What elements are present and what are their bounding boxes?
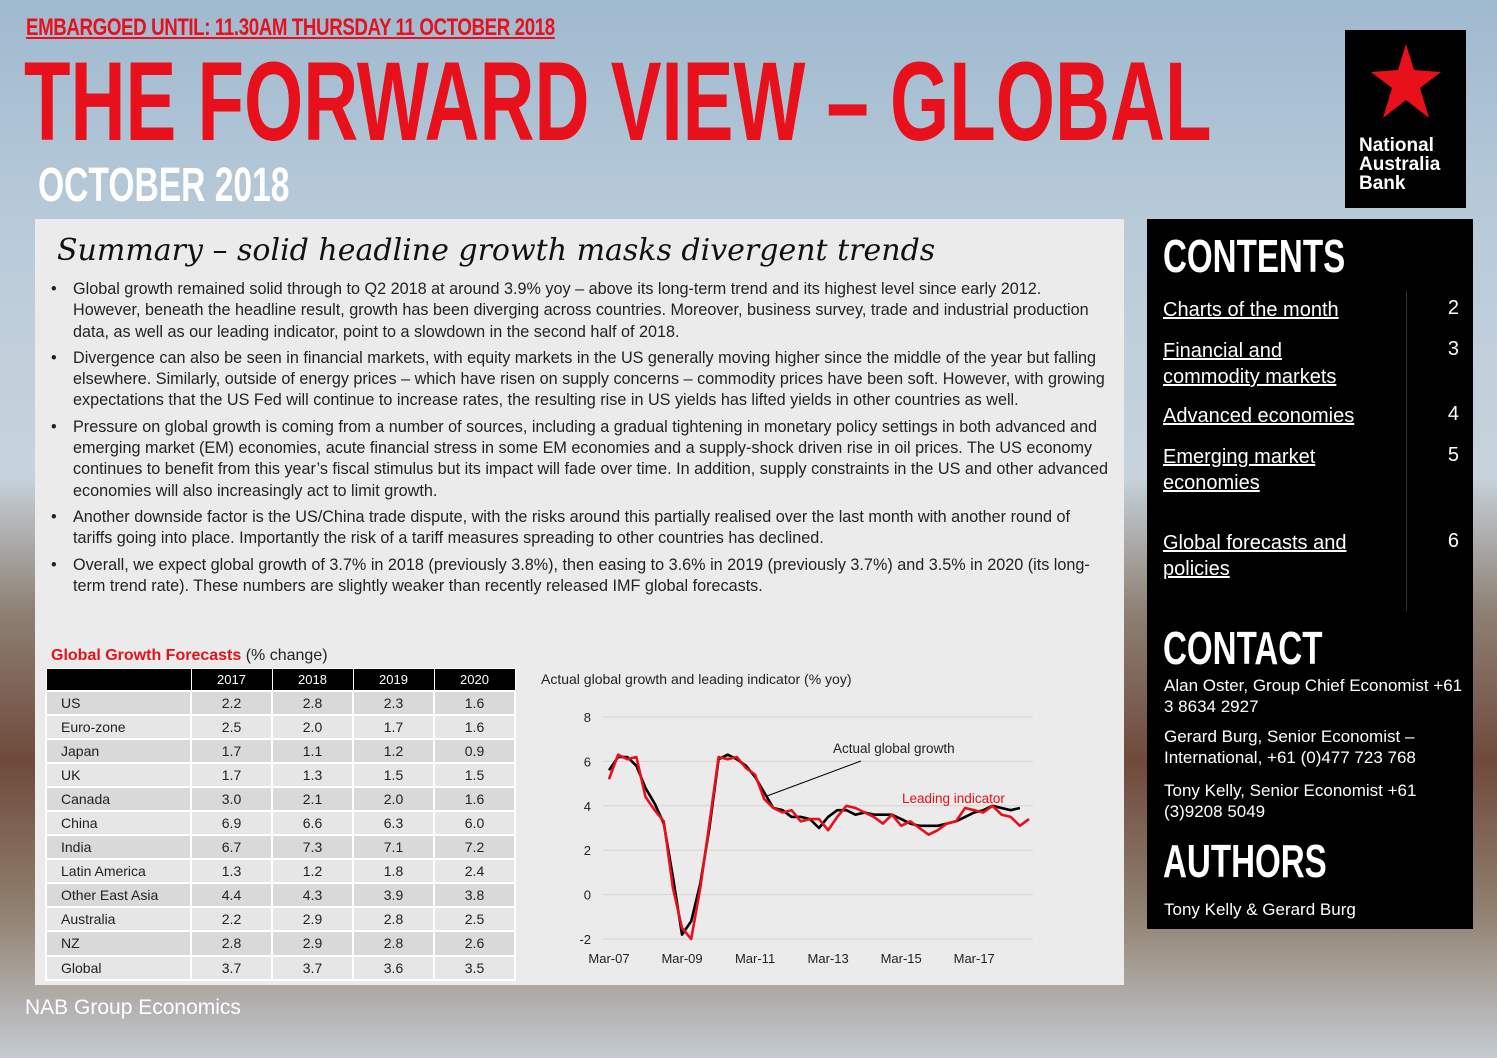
y-tick-label: 4 — [583, 798, 591, 814]
toc-item-emerging[interactable] — [1163, 444, 1459, 496]
annotation-actual: Actual global growth — [833, 741, 955, 756]
table-row — [46, 763, 515, 787]
annotation-leader — [767, 761, 861, 796]
toc-page: 5 — [1447, 444, 1459, 466]
contact-kelly: Tony Kelly, Senior Economist +61 (3)9208 5049 — [1164, 781, 1417, 821]
toc-page: 3 — [1447, 338, 1459, 360]
table-cell: 4.4 — [191, 883, 272, 907]
row-label: UK — [46, 763, 191, 787]
table-row — [46, 907, 515, 931]
table-row — [46, 835, 515, 859]
leading-indicator-line — [609, 755, 1029, 939]
toc-label[interactable]: Charts of the month — [1163, 299, 1339, 321]
sidebar — [1147, 219, 1473, 929]
table-cell: 6.3 — [353, 811, 434, 835]
table-cell: 3.7 — [191, 956, 272, 980]
table-cell: 1.7 — [191, 739, 272, 763]
table-row — [46, 811, 515, 835]
row-label: US — [46, 691, 191, 715]
table-header-year: 2018 — [272, 669, 353, 691]
table-cell: 2.8 — [353, 907, 434, 931]
star-icon — [1367, 42, 1445, 128]
x-tick-label: Mar-17 — [953, 951, 995, 966]
bullet-item: • Global growth remained solid through to Q2 2018 at around 3.9% yoy – above its long-term trend and its highest level since early 2012. However, beneath the headline result, growth has been diverging across countries. Moreover, business survey, trade and industrial production data, as well as our leading indicator, point to a slowdown in the second half of 2018. — [45, 279, 1110, 343]
row-label: Australia — [46, 907, 191, 931]
toc-item-advanced[interactable] — [1163, 403, 1459, 429]
table-cell: 6.0 — [434, 811, 515, 835]
table-cell: 1.3 — [191, 859, 272, 883]
contents-heading: CONTENTS — [1163, 230, 1346, 282]
row-label: Latin America — [46, 859, 191, 883]
table-cell: 2.6 — [434, 931, 515, 955]
y-tick-label: 8 — [583, 710, 591, 725]
embargo-notice: EMBARGOED UNTIL: 11.30AM THURSDAY 11 OCTOBER 2018 — [26, 14, 555, 41]
logo-wordmark: National Australia Bank — [1359, 135, 1441, 194]
toc-page: 6 — [1447, 530, 1459, 552]
footer-text: NAB Group Economics — [25, 996, 241, 1019]
annotation-leading: Leading indicator — [902, 791, 1005, 806]
nab-logo — [1345, 30, 1466, 208]
bullet-item: • Overall, we expect global growth of 3.7% in 2018 (previously 3.8%), then easing to 3.6% in 2019 (previously 3.7%) and 3.5% in 2020 (its long-term trend rate). These numbers are slightly weaker than recently released IMF global forecasts. — [45, 555, 1110, 598]
table-cell: 1.1 — [272, 739, 353, 763]
table-cell: 1.5 — [353, 763, 434, 787]
table-header-year: 2020 — [434, 669, 515, 691]
bullet-item: • Divergence can also be seen in financial markets, with equity markets in the US generally moving higher since the middle of the year but falling elsewhere. Similarly, outside of energy prices – which have risen on supply concerns – commodity prices have been soft. However, with growing expectations that the US Fed will continue to increase rates, the resulting rise in US yields has lifted yields in other countries as well. — [45, 348, 1110, 412]
contact-heading: CONTACT — [1163, 622, 1323, 674]
y-tick-label: 2 — [583, 843, 591, 859]
y-tick-label: 6 — [583, 754, 591, 770]
x-tick-label: Mar-15 — [880, 951, 922, 966]
table-header-blank — [46, 669, 191, 691]
growth-chart — [535, 667, 1055, 991]
table-cell: 2.3 — [353, 691, 434, 715]
table-cell: 3.0 — [191, 787, 272, 811]
table-cell: 7.3 — [272, 835, 353, 859]
row-label: Other East Asia — [46, 883, 191, 907]
toc-label[interactable]: Financial and commodity markets — [1163, 340, 1337, 388]
x-tick-label: Mar-09 — [661, 951, 703, 966]
table-row — [46, 691, 515, 715]
table-cell: 6.7 — [191, 835, 272, 859]
row-label: Global — [46, 956, 191, 980]
chart-svg — [535, 667, 1055, 987]
chart-title: Actual global growth and leading indicator (% yoy) — [541, 671, 852, 687]
row-label: Euro-zone — [46, 715, 191, 739]
table-row — [46, 715, 515, 739]
table-cell: 3.5 — [434, 956, 515, 980]
table-cell: 2.4 — [434, 859, 515, 883]
row-label: NZ — [46, 931, 191, 955]
bullet-item: • Pressure on global growth is coming from a number of sources, including a gradual tightening in monetary policy settings in both advanced and emerging market (EM) economies, acute financial stress in some EM economies and a supply-shock driven rise in oil prices. The US economy continues to benefit from this year’s fiscal stimulus but its impact will fade over time. In addition, supply constraints in the US and other advanced economies will also increasingly act to limit growth. — [45, 417, 1110, 502]
table-cell: 2.2 — [191, 691, 272, 715]
table-cell: 4.3 — [272, 883, 353, 907]
table-cell: 3.8 — [434, 883, 515, 907]
table-cell: 1.6 — [434, 787, 515, 811]
forecast-table — [45, 668, 516, 981]
table-cell: 2.8 — [353, 931, 434, 955]
table-header-year: 2017 — [191, 669, 272, 691]
row-label: Japan — [46, 739, 191, 763]
actual-growth-line — [609, 755, 1020, 935]
summary-panel — [35, 219, 1124, 985]
table-cell: 2.5 — [191, 715, 272, 739]
row-label: China — [46, 811, 191, 835]
toc-item-financial[interactable] — [1163, 338, 1459, 390]
page-title: THE FORWARD VIEW – GLOBAL — [24, 39, 1212, 164]
table-cell: 6.6 — [272, 811, 353, 835]
table-cell: 1.3 — [272, 763, 353, 787]
x-tick-label: Mar-07 — [588, 951, 630, 966]
summary-bullets — [45, 279, 1110, 602]
table-header-year: 2019 — [353, 669, 434, 691]
contact-oster: Alan Oster, Group Chief Economist +61 3 8634 2927 — [1164, 676, 1463, 716]
table-cell: 7.2 — [434, 835, 515, 859]
table-cell: 2.2 — [191, 907, 272, 931]
page-subtitle: OCTOBER 2018 — [38, 159, 290, 212]
y-tick-label: -2 — [579, 932, 591, 947]
table-cell: 3.6 — [353, 956, 434, 980]
table-cell: 1.8 — [353, 859, 434, 883]
table-cell: 7.1 — [353, 835, 434, 859]
x-tick-label: Mar-13 — [807, 951, 849, 966]
forecast-table-heading: Global Growth Forecasts (% change) — [51, 647, 328, 664]
y-tick-label: 0 — [583, 887, 591, 903]
table-cell: 1.7 — [191, 763, 272, 787]
contact-burg: Gerard Burg, Senior Economist – International, +61 (0)477 723 768 — [1164, 727, 1416, 767]
toc-label[interactable]: Global forecasts and policies — [1163, 532, 1347, 580]
table-cell: 3.7 — [272, 956, 353, 980]
table-cell: 2.9 — [272, 907, 353, 931]
table-row — [46, 859, 515, 883]
table-cell: 2.8 — [191, 931, 272, 955]
row-label: India — [46, 835, 191, 859]
table-cell: 1.7 — [353, 715, 434, 739]
table-cell: 0.9 — [434, 739, 515, 763]
table-cell: 1.6 — [434, 691, 515, 715]
toc-label[interactable]: Advanced economies — [1163, 405, 1355, 427]
table-row — [46, 931, 515, 955]
table-cell: 1.5 — [434, 763, 515, 787]
toc-item-global[interactable] — [1163, 530, 1459, 582]
table-row — [46, 956, 515, 980]
summary-title: Summary – solid headline growth masks divergent trends — [57, 233, 936, 268]
x-tick-label: Mar-11 — [734, 951, 776, 966]
table-cell: 2.8 — [272, 691, 353, 715]
row-label: Canada — [46, 787, 191, 811]
table-cell: 2.5 — [434, 907, 515, 931]
table-cell: 1.2 — [272, 859, 353, 883]
table-cell: 3.9 — [353, 883, 434, 907]
bullet-item: • Another downside factor is the US/China trade dispute, with the risks around this partially realised over the last month with another round of tariffs going into place. Importantly the risk of a tariff measures spreading to other countries has declined. — [45, 507, 1110, 550]
toc-page: 4 — [1447, 403, 1459, 425]
table-cell: 1.2 — [353, 739, 434, 763]
authors-heading: AUTHORS — [1163, 835, 1327, 887]
table-cell: 1.6 — [434, 715, 515, 739]
table-row — [46, 787, 515, 811]
toc-label[interactable]: Emerging market economies — [1163, 446, 1316, 494]
toc-page: 2 — [1447, 297, 1459, 319]
table-cell: 2.0 — [272, 715, 353, 739]
authors-names: Tony Kelly & Gerard Burg — [1164, 900, 1356, 919]
table-cell: 2.1 — [272, 787, 353, 811]
table-cell: 2.9 — [272, 931, 353, 955]
toc-item-charts[interactable] — [1163, 297, 1459, 323]
table-cell: 2.0 — [353, 787, 434, 811]
table-row — [46, 739, 515, 763]
table-header-row — [46, 669, 515, 691]
table-cell: 6.9 — [191, 811, 272, 835]
table-row — [46, 883, 515, 907]
